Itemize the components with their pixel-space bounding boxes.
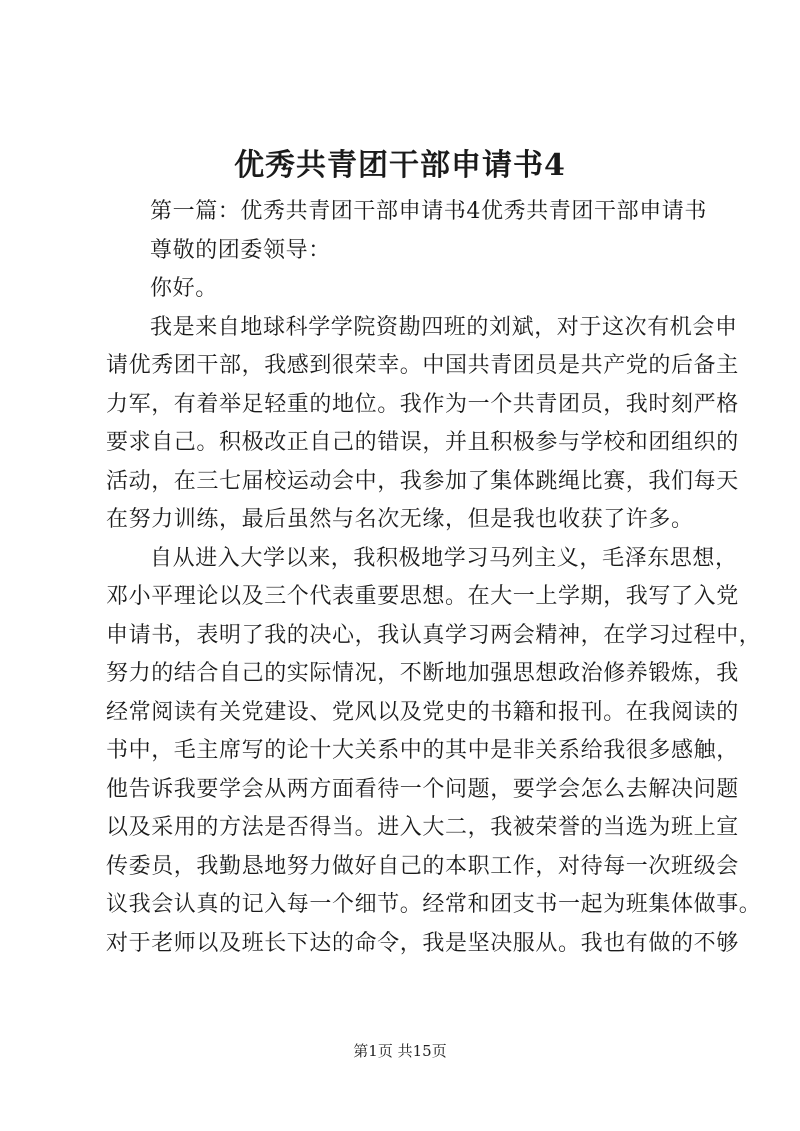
paragraph-line: 你好。: [150, 276, 218, 301]
paragraph-line: 第一篇：优秀共青团干部申请书4优秀共青团干部申请书: [150, 199, 707, 224]
paragraph-line: 要求自己。积极改正自己的错误，并且积极参与学校和团组织的: [106, 430, 739, 455]
paragraph-line: 自从进入大学以来，我积极地学习马列主义，毛泽东思想，: [150, 545, 738, 571]
paragraph-line: 尊敬的团委领导：: [150, 237, 331, 263]
paragraph-line: 传委员，我勤恳地努力做好自己的本职工作，对待每一次班级会: [106, 853, 739, 879]
paragraph-line: 他告诉我要学会从两方面看待一个问题，要学会怎么去解决问题: [106, 776, 739, 802]
paragraph-line: 努力的结合自己的实际情况，不断地加强思想政治修养锻炼，我: [106, 661, 739, 686]
paragraph-line: 以及采用的方法是否得当。进入大二，我被荣誉的当选为班上宣: [106, 815, 739, 840]
paragraph-line: 请优秀团干部，我感到很荣幸。中国共青团员是共产党的后备主: [106, 353, 739, 378]
paragraph-line: 书中，毛主席写的论十大关系中的其中是非关系给我很多感触，: [106, 738, 739, 763]
paragraph-line: 申请书，表明了我的决心，我认真学习两会精神，在学习过程中，: [106, 622, 762, 648]
paragraph-line: 在努力训练，最后虽然与名次无缘，但是我也收获了许多。: [106, 507, 694, 532]
paragraph-line: 经常阅读有关党建设、党风以及党史的书籍和报刊。在我阅读的: [106, 699, 739, 725]
paragraph-line: 活动，在三七届校运动会中，我参加了集体跳绳比赛，我们每天: [106, 468, 739, 494]
paragraph-line: 议我会认真的记入每一个细节。经常和团支书一起为班集体做事。: [106, 892, 762, 917]
paragraph-line: 邓小平理论以及三个代表重要思想。在大一上学期，我写了入党: [106, 584, 739, 609]
document-body: [106, 193, 762, 963]
paragraph-line: 我是来自地球科学学院资勘四班的刘斌，对于这次有机会申: [150, 314, 738, 340]
page-footer: 第1页 共15页: [353, 1042, 447, 1060]
document-title: 优秀共青团干部申请书4: [234, 148, 566, 183]
paragraph-line: 力军，有着举足轻重的地位。我作为一个共青团员，我时刻严格: [106, 391, 739, 417]
paragraph-line: 对于老师以及班长下达的命令，我是坚决服从。我也有做的不够: [106, 930, 739, 956]
